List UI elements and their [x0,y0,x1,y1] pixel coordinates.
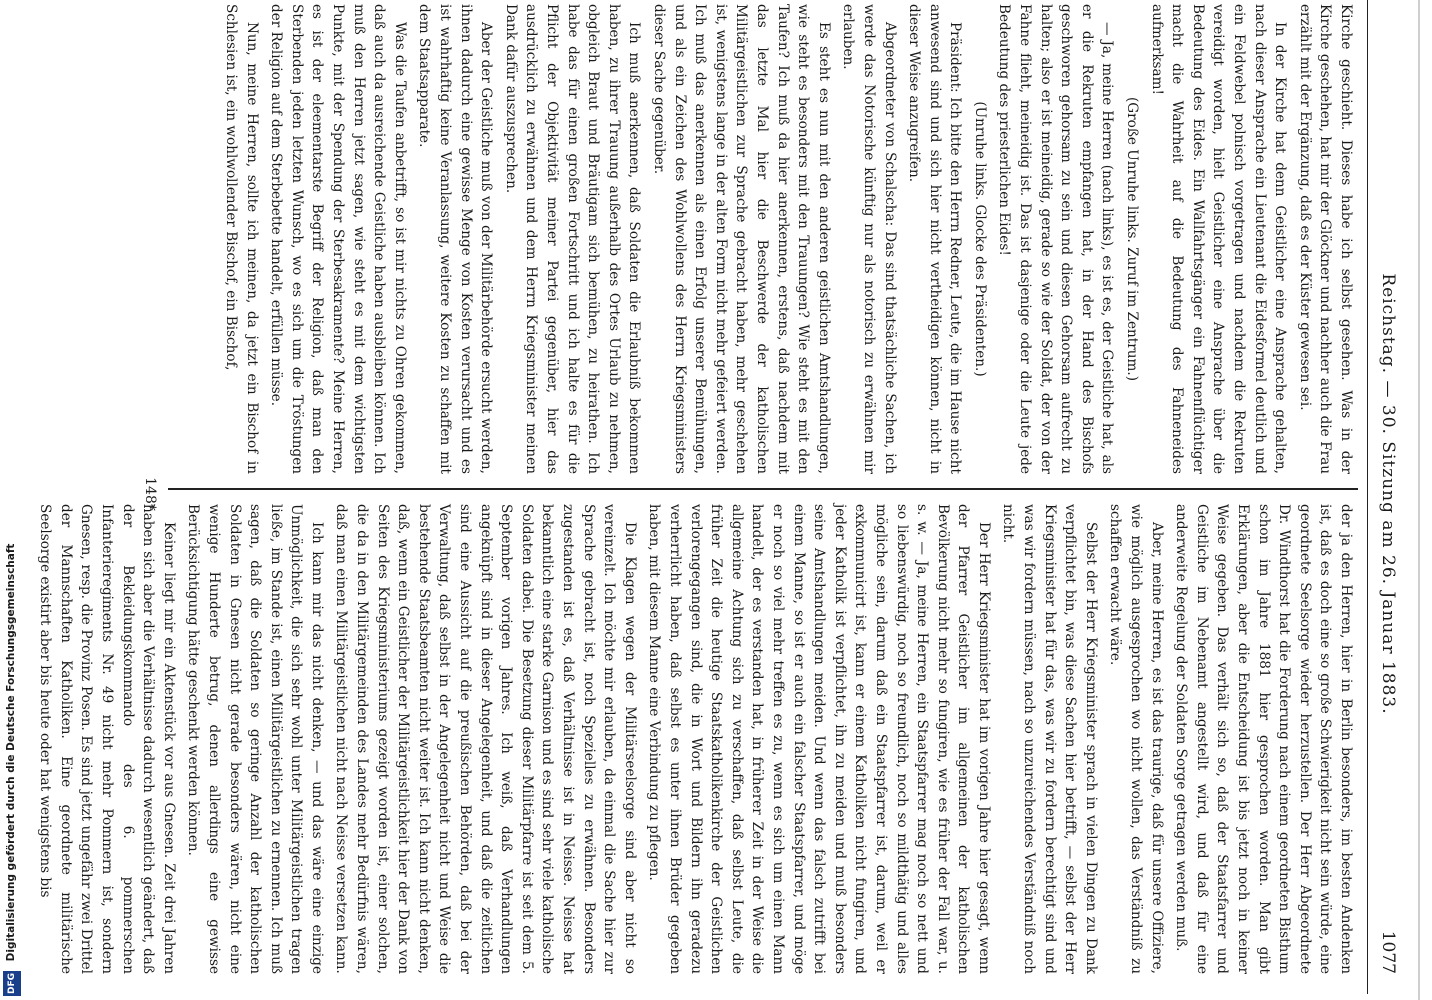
paragraph: In der Kirche hat denn Geistlicher eine Ansprache gehalten, nach dieser Ansprache ein Lieutenant die Eidesformel deutlich und ein Feldwebel polnisch vorgetragen und nachdem die Rekruten vereidigt worden, hielt Geistlicher eine Ansprache über die Bedeutung des Eides. Ein Wallfahrtsgänger ein Fahnenflüchtiger macht die Wahrheit auf die Bedeutung des Fahneneides aufmerksam! [1148,4,1289,474]
page-header [1367,0,1408,994]
paragraph: Aber der Geistliche muß von der Militärbehörde ersucht werden, ihnen dadurch eine gewisse Menge von Kosten verursacht und es ist wahrhaftig keine Veranlassung, weitere Kosten zu schaffen mit dem Staatsapparate. [416,4,495,474]
page-title: Reichstag. — 30. Sitzung am 26. Januar 1883. [1378,273,1398,715]
paragraph: der ja den Herren, hier in Berlin besonders, im besten Andenken ist, daß es doch eine so große Schwierigkeit nicht sein würde, eine geordnete Seelsorge wieder herzustellen. Der Herr Abgeordnete Dr. Windthorst hat die Forderung nach einem geordneten Bisthum schon im Jahre 1881 hier gesprochen worden. Man gibt Erklärungen, aber die Entscheidung ist bis jetzt noch in keiner Weise gegeben. Das verhält sich so, daß der Staatsfarrer und Geistliche im Nebenamt angestellt wird, und daß für eine anderweite Regelung der Soldaten Sorge getragen werden muß. [1173,504,1354,974]
paragraph: Ich kann mir das nicht denken, — und das wäre eine einzige Unmöglichkeit, die sich sehr wohl unter Militärgeistlichen tragen ließe, im Stande ist, einen Militärgeistlichen zu ernennen. Ich muß sagen, daß die Soldaten so geringe Anzahl der katholischen Soldaten in Gnesen nicht gerade besonders wären, nicht eine wenige Hunderte betrug, denen allerdings eine gewisse Berücksichtigung hätte geschenkt werden können. [185,504,325,974]
scan-edge [1418,0,1420,1000]
paragraph: Selbst der Herr Kriegsminister sprach in vielen Dingen zu Dank verpflichtet bin, was diese Sachen hier betrifft, — selbst der Herr Kriegsminister hat für das, was wir zu fordern berechtigt sind und was wir fordern müssen, nach so unzureichendes Verständniß noch nicht. [1000,504,1099,974]
paragraph: Kirche geschieht. Dieses habe ich selbst gesehen. Was in der Kirche geschehen, hat mir der Glöckner und nachher auch die Frau erzählt mit der Ergänzung, daß es der Küster gewesen sei. [1296,4,1354,474]
speaker-remark: Abgeordneter von Schalscha: Das sind thatsächliche Sachen, ich werde das Notorische künftig nur als notorisch zu erwähnen mir erlauben. [840,4,898,474]
paragraph: Der Herr Kriegsminister hat im vorigen Jahre hier gesagt, wenn der Pfarrer Geistlicher im allgemeinen der katholischen Bevölkerung nicht mehr so fungiren, wie es früher der Fall war, u. s. w. — Ja, meine Herren, ein Staatspfarrer mag noch so nett und so liebenswürdig, noch so freundlich, noch so mildthätig und alles mögliche sein, darum daß ein Staatspfarrer ist, darum, weil er exkommunicirt ist, kann er einem Katholiken nicht fungiren, und jeder Katholik ist verpflichtet, ihn zu meiden und muß besonders seine Amtshandlungen meiden. Und wenn das falsch zutrifft bei einem Manne, so ist er auch ein falscher Staatspfarrer, und möge er noch so viel mehr treffen es zu, wenn es sich um einen Mann handelt, der es verstanden hat, in früherer Zeit in der Weise die allgemeine Achtung sich zu verschaffen, daß selbst Leute, die früher Zeit die heutige Staatskatholikenkirche der Geistlichen verlorengegangen sind, die in Wort und Bildern ihn geradezu verherrlicht haben, daß selbst es unter ihnen Brüder gegeben haben, mit diesem Manne eine Verbindung zu pflegen. [646,504,992,974]
column-divider [168,488,1358,490]
funding-sidebar [0,0,22,1000]
left-column [176,4,1356,474]
paragraph: — Ja, meine Herren (nach links), es ist es, der Geistliche hat, als er die Rekruten empfangen hat, in der Hand des Bischofs geschworen gehorsam zu sein und diesen Gehorsam aufrecht zu halten; also er ist meineidig, gerade so wie der Soldat, der von der Fahne flieht, meineidig ist. Das ist dasjenige oder die Leute jede Bedeutung des priesterlichen Eides! [996,4,1116,474]
page-number: 1077 [1378,930,1398,974]
funding-credit-text: Digitalisierung gefördert durch die Deutsche Forschungsgemeinschaft [5,543,17,962]
signature-mark: 148* [142,477,158,511]
paragraph: Ich muß anerkennen, daß Soldaten die Erlaubniß bekommen haben, zu ihrer Trauung außerhalb des Ortes Urlaub zu nehmen, obgleich Braut und Bräutigam sich bemühen, zu heirathen. Ich habe das für einen großen Fortschritt und ich halte es für die Pflicht der Objektivität meiner Partei gegenüber, hier das ausdrücklich zu erwähnen und dem Herrn Kriegsminister meinen Dank dafür auszusprechen. [502,4,643,474]
paragraph: Keiner liegt mir ein Aktenstück vor aus Gnesen. Zeit drei Jahren haben sich aber die Verhältnisse dadurch wesentlich geändert, daß der Bekleidungskommando des 6. pommerschen Infanterieregiments Nr. 49 nicht mehr Pommern ist, sondern Gnesen, resp. die Provinz Posen. Es sind jetzt ungefähr zwei Drittel der Mannschaften Katholiken. Eine geordnete militärische Seelsorge existirt aber bis heute oder hat wenigstens bis [37,504,177,974]
document-page [37,0,1408,994]
interjection: (Große Unruhe links. Zuruf im Zentrum.) [1124,96,1141,382]
dfg-logo: DFG [3,971,21,996]
right-column [37,504,1356,974]
paragraph: Aber, meine Herren, es ist das traurige, daß für unsere Offiziere, wie möglich ausgesprochen wo nicht wollen, das Verständniß zu schaffen erwacht wäre. [1107,504,1165,974]
paragraph: Nun, meine Herren, sollte ich meinen, da jetzt ein Bischof in Schlesien ist, ein wohlwollender Bischof, ein Bischof, [223,4,260,474]
funding-credit [2,0,20,996]
paragraph: Die Klagen wegen der Militärseelsorge sind aber nicht so vereinzelt. Ich möchte mir erlauben, da einmal die Sache hier zur Sprache gebracht ist, noch Spezielles zu erwähnen. Besonders zugestanden ist es, daß Verhältnisse ist in Neisse. Neisse hat bekanntlich eine starke Garnison und es sind sehr viele katholische Soldaten dabei. Die Besetzung dieser Militärpfarre ist seit dem 5. September vorigen Jahres. Ich weiß, daß Verhandlungen angeknüpft sind in dieser Angelegenheit, und daß die zeitlichen sind eine Aussicht auf die preußischen Behörden, daß bei der Verwaltung, daß selbst in der Angelegenheit nicht und Weise die bestehende Staatsbeamten nicht weiter ist. Ich kann nicht denken, daß, wenn ein Geistlicher der Militärgeistlichkeit hier der Dank von Seiten des Kriegsministeriums gezeigt worden ist, einer solchen, die da in den Militärgemeinden des Landes mehr Bedürfnis wären, daß man einen Militärgeistlichen nicht nach Neisse versetzen kann. [333,504,638,974]
paragraph: Was die Taufen anbetrifft, so ist mir nichts zu Ohren gekommen, daß auch da ausreichende Geistliche haben ausbleiben können. Ich muß den Herren jetzt sagen, wie steht es mit dem wichtigsten Punkte, mit der Spendung der Sterbesakramente? Meine Herren, es ist der eleementarste Begriff der Religion, daß man den Sterbenden jeden letzten Wunsch, wo es sich um die Tröstungen der Religion auf dem Sterbebette handelt, erfüllen müsse. [268,4,408,474]
paragraph: Es steht es nun mit den anderen geistlichen Amtshandlungen, wie steht es besonders mit den Trauungen? Wie steht es mit den Taufen? Ich muß da hier anerkennen, erstens, daß nachdem mit das letzte Mal hier die Beschwerde der katholischen Militärgeistlichen zur Sprache gebracht haben, mehr geschehen ist, wenigstens lange in der alten Form nicht mehr gefeiert werden. Ich muß das anerkennen als einen Erfolg unserer Bemühungen, und als ein Zeichen des Wohlwollens des Herrn Kriegsministers dieser Sache gegenüber. [651,4,832,474]
president-remark: Präsident: Ich bitte den Herrn Redner, Leute, die im Hause nicht anwesend sind und sich hier nicht vertheidigen können, nicht in dieser Weise anzugreifen. [906,4,964,474]
interjection: (Unruhe links. Glocke des Präsidenten.) [971,101,988,377]
